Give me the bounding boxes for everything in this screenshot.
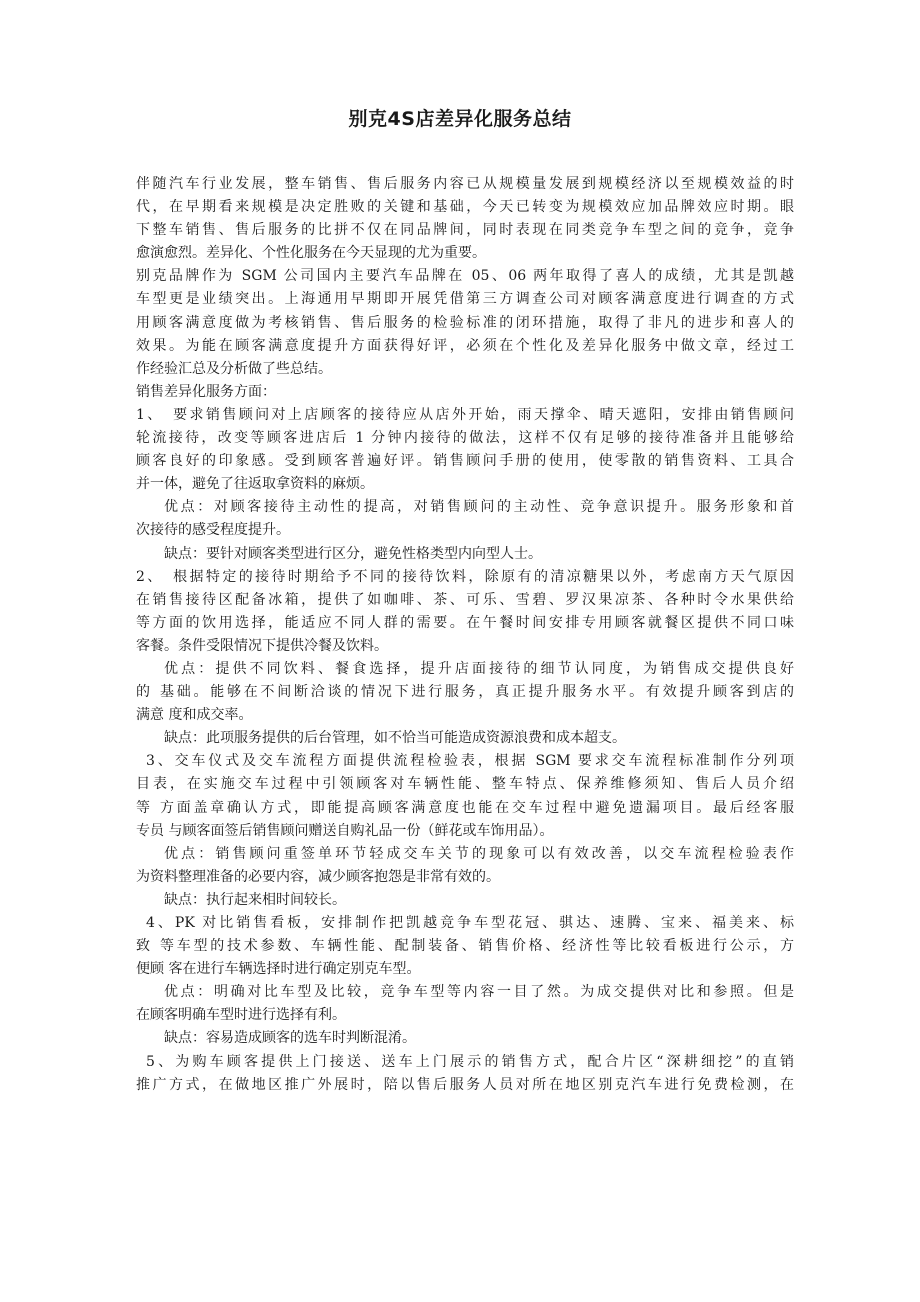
- list-item-line: 等方面的饮用选择，能适应不同人群的需要。在午餐时间安排专用顾客就餐区提供不同口味: [136, 614, 794, 631]
- list-item-line: 4、PK 对比销售看板，安排制作把凯越竞争车型花冠、骐达、速腾、宝来、福美来、标: [146, 915, 794, 931]
- pros-line: 优点：明确对比车型及比较，竞争车型等内容一目了然。为成交提供对比和参照。但是: [164, 984, 794, 1001]
- list-item-line: 等 方面盖章确认方式，即能提高顾客满意度也能在交车过程中避免遗漏项目。最后经客服: [136, 799, 794, 816]
- paragraph-line: 别克品牌作为 SGM 公司国内主要汽车品牌在 05、06 两年取得了喜人的成绩，尤其是凯越: [136, 268, 794, 285]
- list-item-line: 3、交车仪式及交车流程方面提供流程检验表，根据 SGM 要求交车流程标准制作分列项: [146, 753, 794, 770]
- list-item-line: 顾客良好的印象感。受到顾客普遍好评。销售顾问手册的使用，使零散的销售资料、工具合: [136, 453, 794, 470]
- list-item-line: 2、 根据特定的接待时期给予不同的接待饮料，除原有的清凉糖果以外，考虑南方天气原因: [136, 568, 794, 585]
- pros-line: 次接待的感受程度提升。: [136, 522, 290, 539]
- cons-line: 缺点：执行起来相时间较长。: [164, 891, 346, 908]
- pros-line: 在顾客明确车型时进行选择有利。: [136, 1007, 346, 1024]
- pros-line: 的 基础。能够在不间断洽谈的情况下进行服务，真正提升服务水平。有效提升顾客到店的: [136, 684, 794, 701]
- paragraph-line: 下整车销售、售后服务的比拼不仅在同品牌间，同时表现在同类竞争车型之间的竞争，竞争: [136, 222, 794, 239]
- list-item-line: 在销售接待区配备冰箱，提供了如咖啡、茶、可乐、雪碧、罗汉果凉茶、各种时令水果供给: [136, 591, 794, 608]
- paragraph-line: 代，在早期看来规模是决定胜败的关键和基础，今天已转变为规模效应加品牌效应时期。眼: [136, 199, 794, 216]
- document-title: 别克4S店差异化服务总结: [348, 108, 572, 130]
- list-item-line: 并一体，避免了往返取拿资料的麻烦。: [136, 476, 374, 493]
- section-heading: 销售差异化服务方面：: [136, 383, 276, 400]
- pros-line: 满意 度和成交率。: [136, 707, 253, 724]
- pros-line: 优点：销售顾问重签单环节轻成交车关节的现象可以有效改善，以交车流程检验表作: [164, 845, 794, 862]
- paragraph-line: 用顾客满意度做为考核销售、售后服务的检验标准的闭环措施，取得了非凡的进步和喜人的: [136, 314, 794, 331]
- list-item-line: 客餐。条件受限情况下提供冷餐及饮料。: [136, 637, 388, 654]
- pros-line: 优点：对顾客接待主动性的提高，对销售顾问的主动性、竞争意识提升。服务形象和首: [164, 499, 794, 516]
- list-item-line: 便顾 客在进行车辆选择时进行确定别克车型。: [136, 961, 421, 978]
- document-body: [136, 173, 794, 1097]
- paragraph-line: 作经验汇总及分析做了些总结。: [136, 360, 332, 377]
- paragraph-line: 车型更是业绩突出。上海通用早期即开展凭借第三方调查公司对顾客满意度进行调查的方式: [136, 291, 794, 308]
- list-item-line: 1、 要求销售顾问对上店顾客的接待应从店外开始，雨天撑伞、晴天遮阳，安排由销售顾问: [136, 406, 794, 423]
- list-item-line: 专员 与顾客面签后销售顾问赠送自购礼品一份（鲜花或车饰用品）。: [136, 822, 554, 839]
- pros-line: 优点：提供不同饮料、餐食选择，提升店面接待的细节认同度，为销售成交提供良好: [164, 660, 794, 677]
- paragraph-line: 伴随汽车行业发展，整车销售、售后服务内容已从规模量发展到规模经济以至规模效益的时: [136, 176, 794, 192]
- paragraph-line: 愈演愈烈。差异化、个性化服务在今天显现的尤为重要。: [136, 245, 486, 262]
- list-item-line: 致 等车型的技术参数、车辆性能、配制装备、销售价格、经济性等比较看板进行公示，方: [136, 938, 794, 955]
- list-item-line: 目表，在实施交车过程中引领顾客对车辆性能、整车特点、保养维修须知、售后人员介绍: [136, 776, 794, 793]
- cons-line: 缺点：要针对顾客类型进行区分，避免性格类型内向型人士。: [164, 545, 542, 562]
- paragraph-line: 效果。为能在顾客满意度提升方面获得好评，必须在个性化及差异化服务中做文章，经过工: [136, 337, 794, 354]
- list-item-line: 5、为购车顾客提供上门接送、送车上门展示的销售方式，配合片区“深耕细挖”的直销: [146, 1053, 794, 1070]
- pros-line: 为资料整理准备的必要内容，减少顾客抱怨是非常有效的。: [136, 868, 500, 885]
- cons-line: 缺点：此项服务提供的后台管理，如不恰当可能造成资源浪费和成本超支。: [164, 730, 626, 747]
- cons-line: 缺点：容易造成顾客的选车时判断混淆。: [164, 1030, 416, 1047]
- list-item-line: 轮流接待，改变等顾客进店后 1 分钟内接待的做法，这样不仅有足够的接待准备并且能够给: [136, 430, 794, 447]
- list-item-line: 推广方式，在做地区推广外展时，陪以售后服务人员对所在地区别克汽车进行免费检测，在: [136, 1076, 794, 1093]
